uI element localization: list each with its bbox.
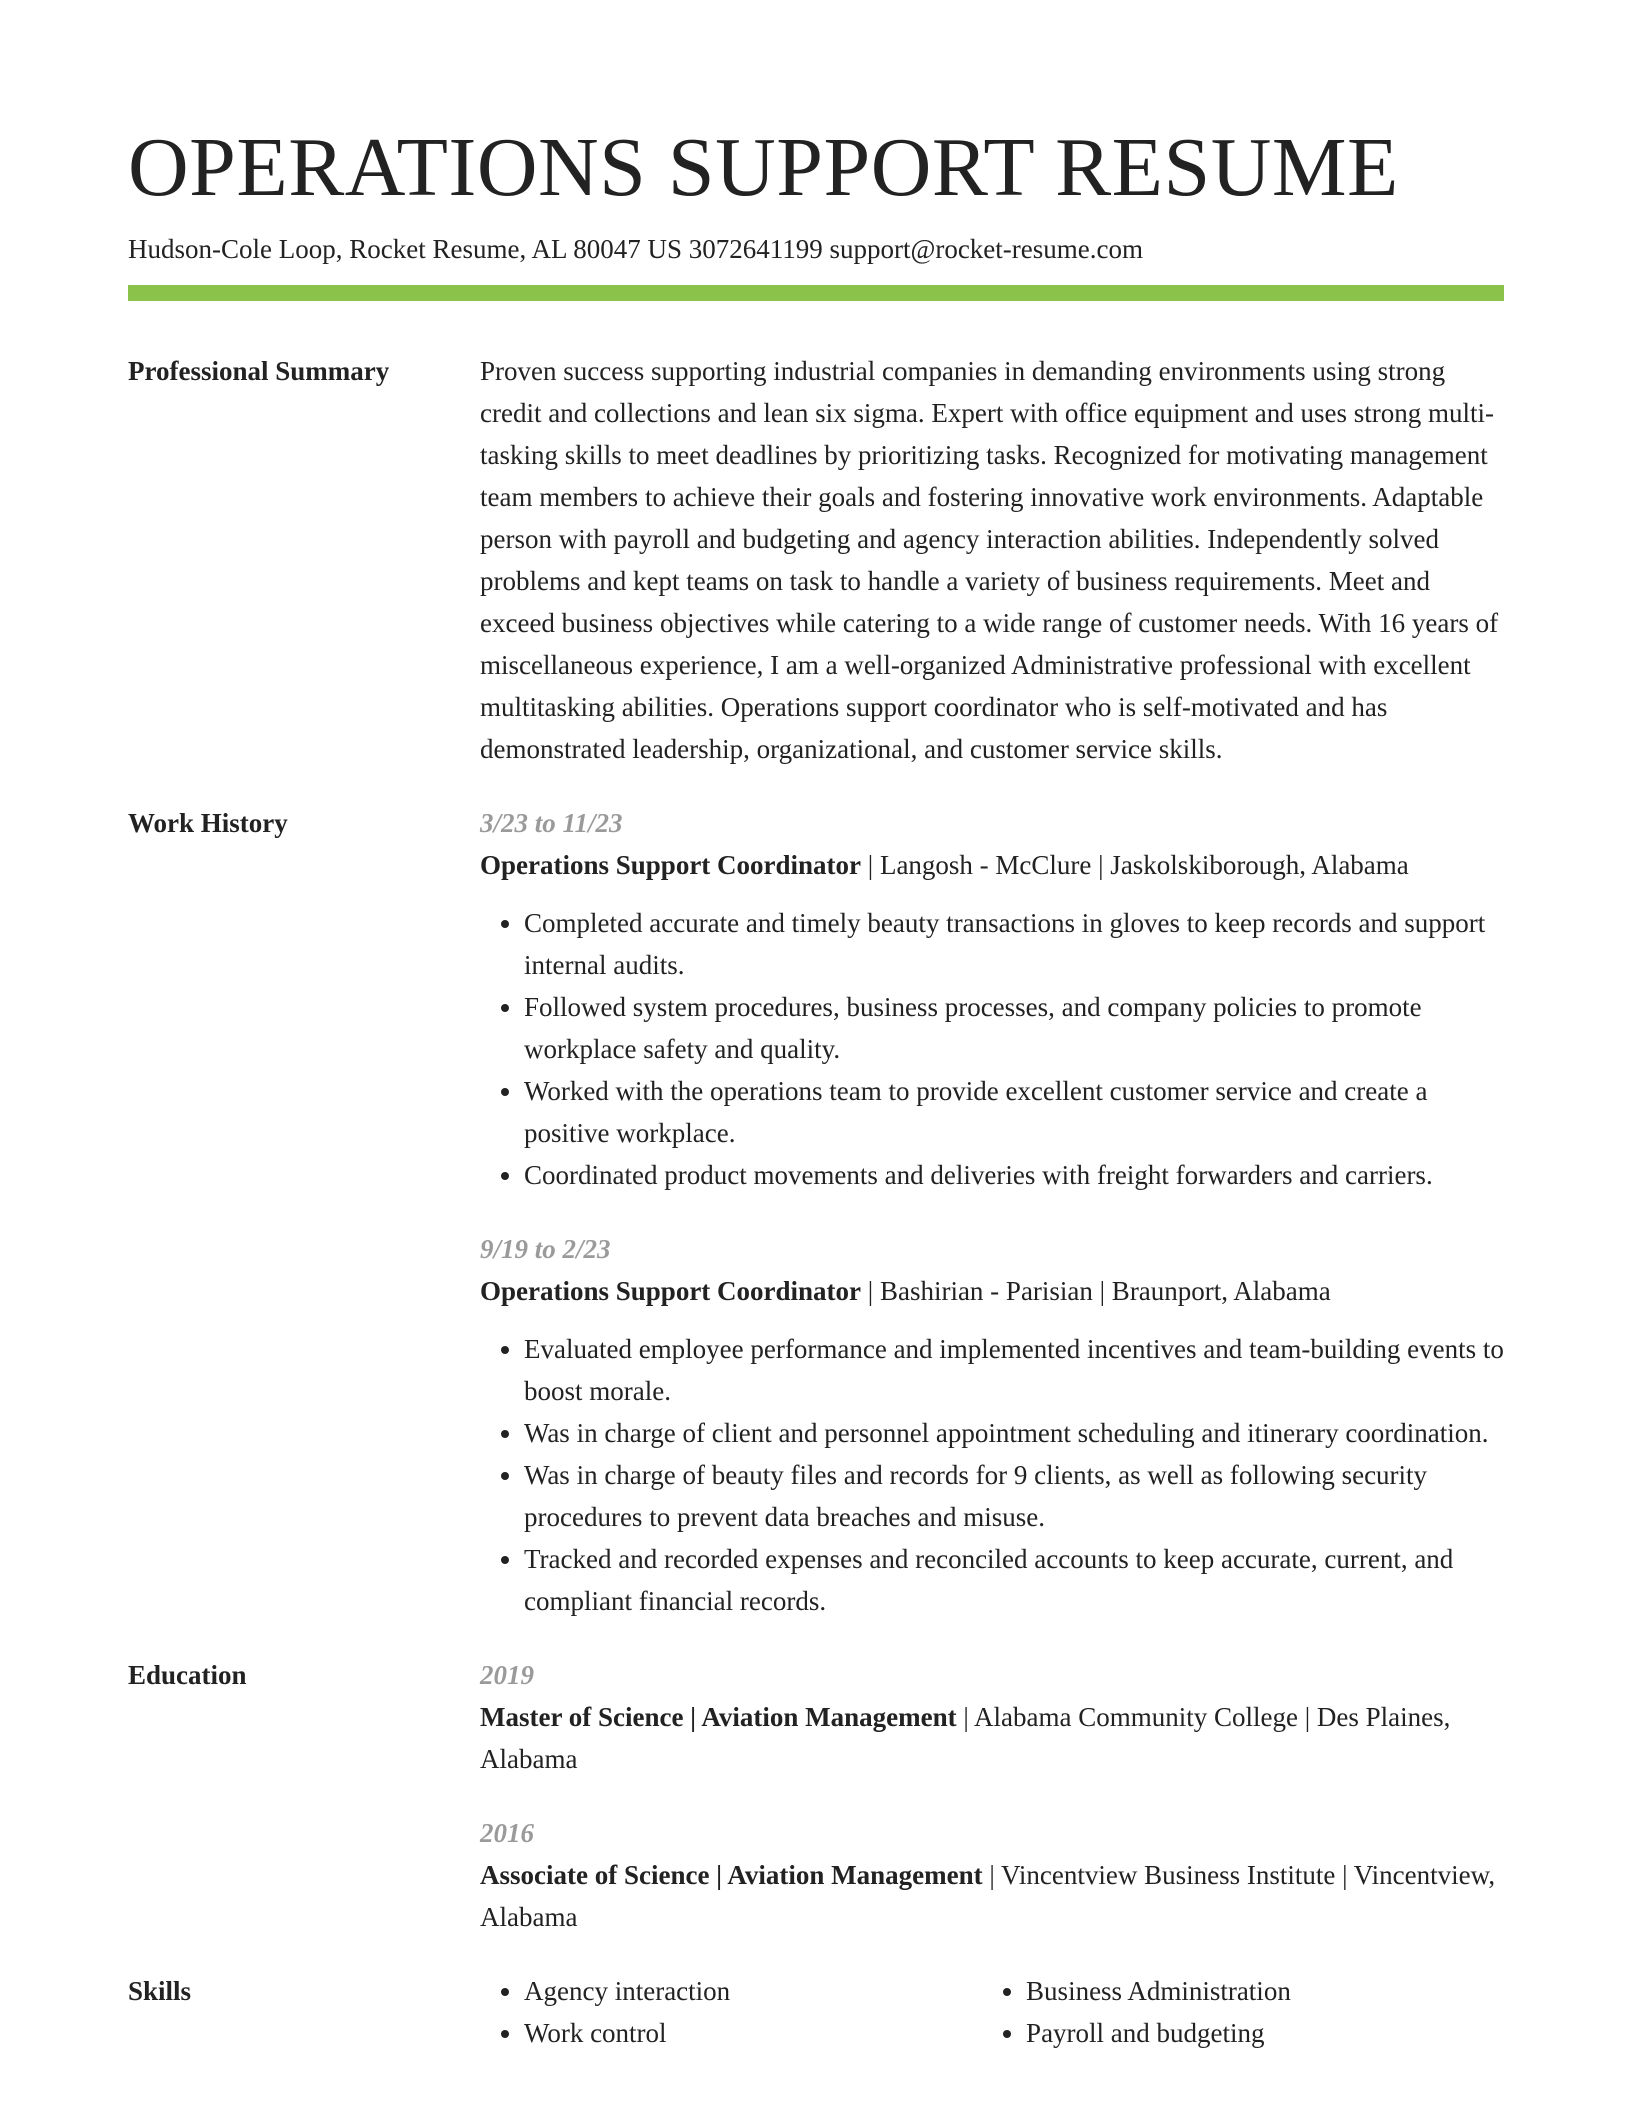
job-dates: 3/23 to 11/23 [480, 808, 623, 838]
job-bullet: • Completed accurate and timely beauty transactions in gloves to keep records and support internal audits. [524, 902, 1504, 986]
education-year: 2019 [480, 1660, 534, 1690]
resume-content [128, 350, 1504, 2086]
skill-item: • Work control [524, 2012, 982, 2054]
work-history-section [128, 802, 1504, 1622]
job-entry [480, 802, 1504, 1196]
skill-item: • Business Administration [1026, 1970, 1504, 2012]
education-details: | Vincentview Business Institute | Vincentview, Alabama [480, 1860, 1496, 1932]
section-label-education: Education [128, 1660, 247, 1690]
job-bullet: • Worked with the operations team to provide excellent customer service and create a positive workplace. [524, 1070, 1504, 1154]
resume-title: OPERATIONS SUPPORT RESUME [128, 121, 1399, 214]
job-title: Operations Support Coordinator [480, 1276, 862, 1306]
education-year: 2016 [480, 1818, 534, 1848]
education-degree: Master of Science | Aviation Management [480, 1702, 957, 1732]
work-history-body [480, 802, 1504, 1622]
education-degree: Associate of Science | Aviation Management [480, 1860, 983, 1890]
job-heading [480, 844, 1504, 886]
skill-item: • Payroll and budgeting [1026, 2012, 1504, 2054]
section-label-work-history: Work History [128, 808, 288, 838]
summary-body [480, 350, 1504, 770]
job-bullet: • Was in charge of client and personnel appointment scheduling and itinerary coordination. [524, 1412, 1504, 1454]
job-dates: 9/19 to 2/23 [480, 1234, 611, 1264]
job-bullet: • Followed system procedures, business processes, and company policies to promote workplace safety and quality. [524, 986, 1504, 1070]
education-heading [480, 1696, 1504, 1780]
skills-list-right [982, 1970, 1504, 2054]
contact-line: Hudson-Cole Loop, Rocket Resume, AL 80047 US 3072641199 support@rocket-resume.com [128, 234, 1143, 264]
job-bullet: • Evaluated employee performance and implemented incentives and team-building events to boost morale. [524, 1328, 1504, 1412]
education-heading [480, 1854, 1504, 1938]
skills-section [128, 1970, 1504, 2054]
job-bullets [480, 902, 1504, 1196]
job-bullet: • Was in charge of beauty files and records for 9 clients, as well as following security procedures to prevent data breaches and misuse. [524, 1454, 1504, 1538]
education-section [128, 1654, 1504, 1938]
accent-divider [128, 285, 1504, 301]
skills-body [480, 1970, 1504, 2054]
job-bullet: • Coordinated product movements and deliveries with freight forwarders and carriers. [524, 1154, 1504, 1196]
education-body [480, 1654, 1504, 1938]
section-label-summary: Professional Summary [128, 356, 390, 386]
education-entry [480, 1812, 1504, 1938]
skill-item: • Agency interaction [524, 1970, 982, 2012]
section-label-skills: Skills [128, 1976, 192, 2006]
education-entry [480, 1654, 1504, 1780]
job-entry [480, 1228, 1504, 1622]
job-title: Operations Support Coordinator [480, 850, 862, 880]
summary-section [128, 350, 1504, 770]
job-heading [480, 1270, 1504, 1312]
job-details: | Bashirian - Parisian | Braunport, Alabama [861, 1276, 1331, 1306]
skills-list-left [480, 1970, 982, 2054]
job-bullets [480, 1328, 1504, 1622]
skills-columns [480, 1970, 1504, 2054]
education-details: | Alabama Community College | Des Plaines, Alabama [480, 1702, 1451, 1774]
job-details: | Langosh - McClure | Jaskolskiborough, Alabama [861, 850, 1409, 880]
summary-text: Proven success supporting industrial companies in demanding environments using strong credit and collections and lean six sigma. Expert with office equipment and uses strong multi-tasking skills to meet deadlines by prioritizing tasks. Recognized for motivating management team members to achieve their goals and fostering innovative work environments. Adaptable person with payroll and budgeting and agency interaction abilities. Independently solved problems and kept teams on task to handle a variety of business requirements. Meet and exceed business objectives while catering to a wide range of customer needs. With 16 years of miscellaneous experience, I am a well-organized Administrative professional with excellent multitasking abilities. Operations support coordinator who is self-motivated and has demonstrated leadership, organizational, and customer service skills. [480, 356, 1499, 764]
job-bullet: • Tracked and recorded expenses and reconciled accounts to keep accurate, current, and compliant financial records. [524, 1538, 1504, 1622]
